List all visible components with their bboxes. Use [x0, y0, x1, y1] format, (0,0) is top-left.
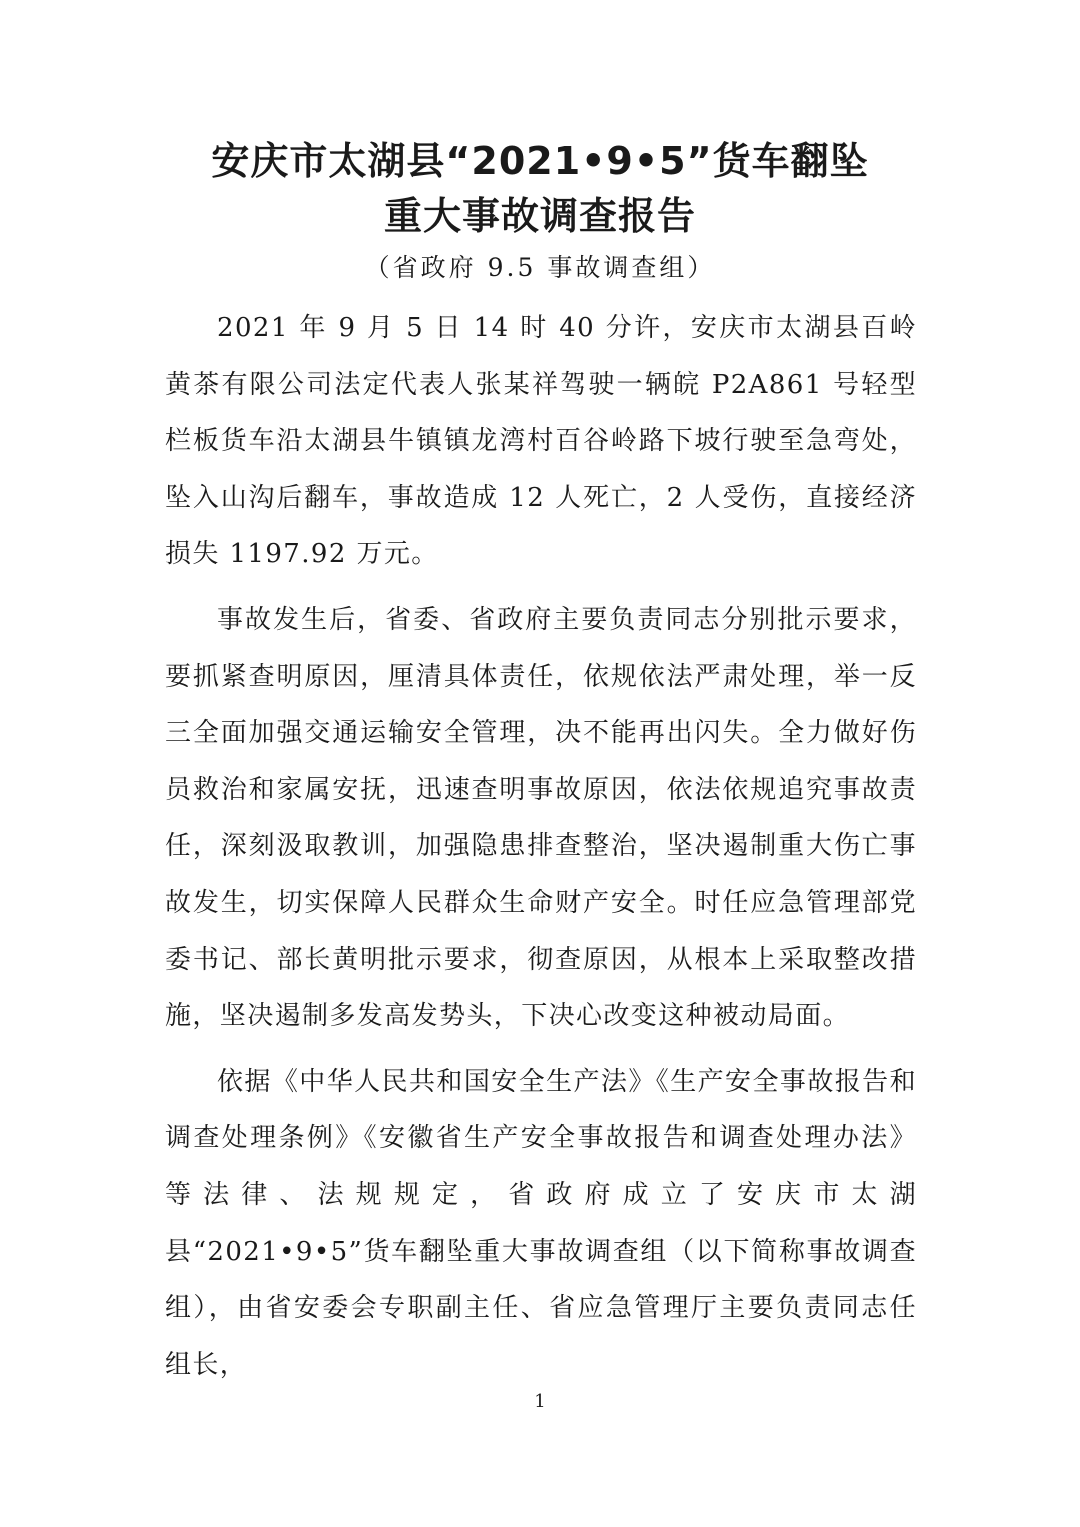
page-number: 1: [534, 1391, 546, 1412]
report-title-line-1: 安庆市太湖县“2021•9•5”货车翻坠: [211, 139, 869, 183]
paragraph-investigation-basis: 依据《中华人民共和国安全生产法》《生产安全事故报告和调查处理条例》《安徽省生产安全事故报告和调查处理办法》等法律、法规规定，省政府成立了安庆市太湖县“2021•9•5”货车翻坠重大事故调查组（以下简称事故调查组），由省安委会专职副主任、省应急管理厅主要负责同志任组长，: [165, 1066, 917, 1380]
report-subtitle: （省政府 9.5 事故调查组）: [364, 253, 716, 282]
paragraph-accident-summary: 2021 年 9 月 5 日 14 时 40 分许，安庆市太湖县百岭黄茶有限公司法定代表人张某祥驾驶一辆皖 P2A861 号轻型栏板货车沿太湖县牛镇镇龙湾村百谷岭路下坡行驶至急弯处，坠入山沟后翻车，事故造成 12 人死亡，2 人受伤，直接经济损失 1197.92 万元。: [165, 313, 917, 570]
paragraph-leadership-instructions: 事故发生后，省委、省政府主要负责同志分别批示要求，要抓紧查明原因，厘清具体责任，依规依法严肃处理，举一反三全面加强交通运输安全管理，决不能再出闪失。全力做好伤员救治和家属安抚，迅速查明事故原因，依法依规追究事故责任，深刻汲取教训，加强隐患排查整治，坚决遏制重大伤亡事故发生，切实保障人民群众生命财产安全。时任应急管理部党委书记、部长黄明批示要求，彻查原因，从根本上采取整改措施，坚决遏制多发高发势头，下决心改变这种被动局面。: [165, 604, 917, 1032]
report-body: [165, 300, 917, 1393]
report-title-line-2: 重大事故调查报告: [383, 194, 696, 238]
